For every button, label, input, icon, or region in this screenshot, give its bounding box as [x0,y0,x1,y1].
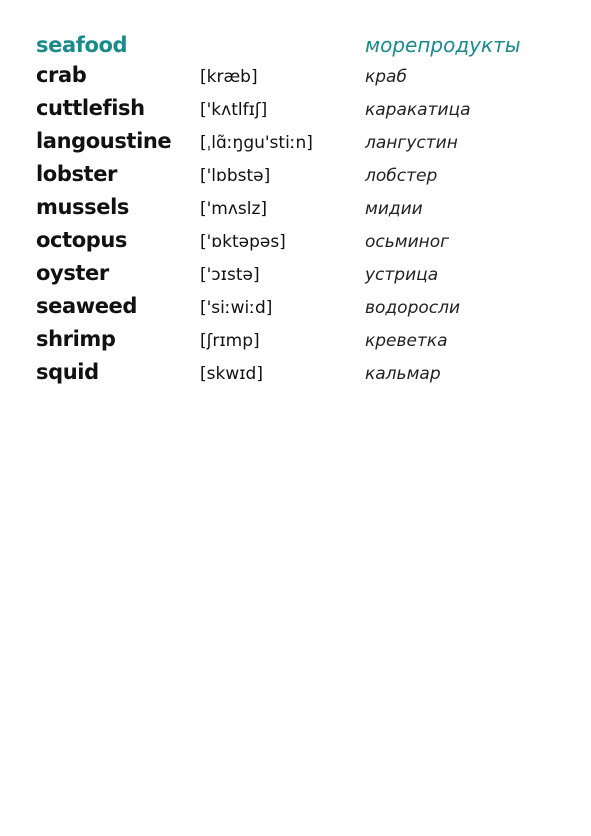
vocab-word: squid [36,360,99,384]
vocab-row-mussels [36,195,576,228]
vocab-ipa: ['kʌtlfɪʃ] [200,100,268,120]
vocab-row-langoustine [36,129,576,162]
vocab-ipa: [skwɪd] [200,364,263,384]
vocab-ipa: [ˌlɑ̃ːŋgu'stiːn] [200,133,313,153]
vocab-word: langoustine [36,129,172,153]
vocab-word: crab [36,63,87,87]
vocab-translation: лобстер [365,166,438,186]
vocab-translation: мидии [365,199,423,219]
vocab-row-oyster [36,261,576,294]
vocab-translation: осьминог [365,232,450,252]
vocab-row-squid [36,360,576,393]
vocab-ipa: ['mʌslz] [200,199,268,219]
vocab-row-cuttlefish [36,96,576,129]
header-row [36,33,576,63]
vocab-word: lobster [36,162,117,186]
vocab-row-seaweed [36,294,576,327]
vocab-translation: устрица [365,265,439,285]
vocab-word: shrimp [36,327,116,351]
vocab-word: octopus [36,228,128,252]
vocab-ipa: [kræb] [200,67,258,87]
vocab-row-crab [36,63,576,96]
vocab-ipa: ['ɒktəpəs] [200,232,286,252]
vocab-word: mussels [36,195,129,219]
vocab-ipa: ['lɒbstə] [200,166,271,186]
vocab-word: oyster [36,261,109,285]
vocab-row-octopus [36,228,576,261]
vocab-translation: лангустин [365,133,458,153]
vocab-row-shrimp [36,327,576,360]
vocab-ipa: ['ɔɪstə] [200,265,260,285]
vocab-translation: водоросли [365,298,461,318]
vocab-translation: краб [365,67,407,87]
vocab-ipa: ['siːwiːd] [200,298,273,318]
vocab-ipa: [ʃrɪmp] [200,331,260,351]
vocab-translation: креветка [365,331,448,351]
vocabulary-page [36,33,576,393]
vocab-translation: кальмар [365,364,441,384]
vocab-row-lobster [36,162,576,195]
vocab-word: cuttlefish [36,96,145,120]
vocab-word: seaweed [36,294,138,318]
category-translation: морепродукты [365,33,521,57]
category-title: seafood [36,33,128,57]
vocab-translation: каракатица [365,100,471,120]
